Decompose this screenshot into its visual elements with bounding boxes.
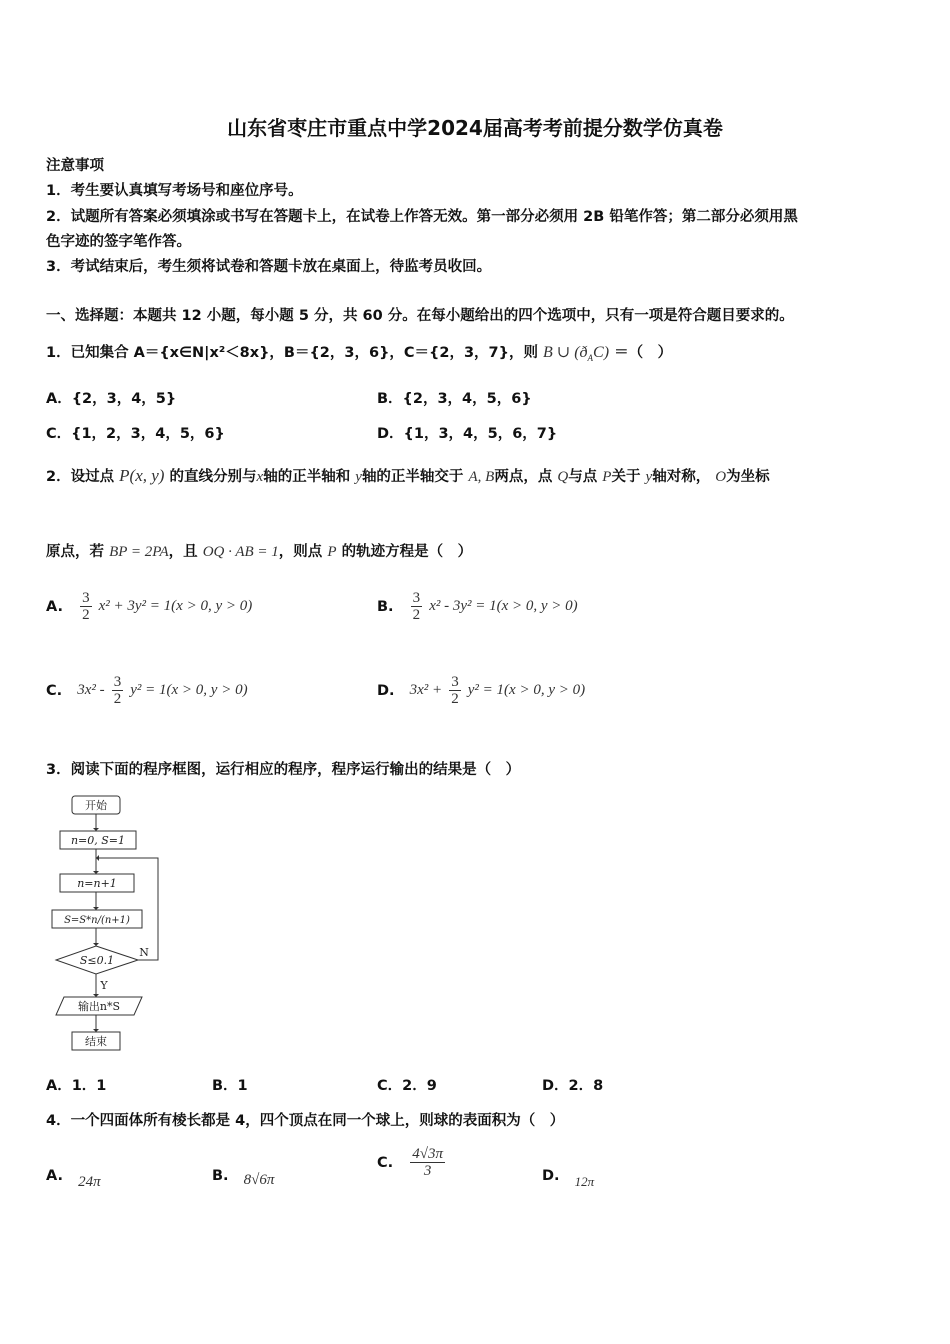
notice-item: 色字迹的签字笔作答。 <box>46 234 191 250</box>
flow-init: n=0, S=1 <box>70 834 126 847</box>
flow-update: S=S*n/(n+1) <box>64 915 130 926</box>
q1-option-c: C．{1，2，3，4，5，6} <box>46 426 225 442</box>
flow-inc: n=n+1 <box>77 877 117 890</box>
frac-num: 3 <box>412 590 421 606</box>
q3-option-d: D．2．8 <box>542 1078 604 1094</box>
frac-den: 2 <box>451 691 459 707</box>
flowchart <box>48 793 178 1058</box>
question-2 <box>46 465 770 486</box>
flow-end: 结束 <box>85 1035 107 1048</box>
q2-var: x <box>256 469 264 485</box>
frac-num: 3 <box>82 590 90 606</box>
q2-text: 两点，点 <box>494 469 553 485</box>
flow-cond: S≤0.1 <box>79 954 115 967</box>
q3-option-c: C．2．9 <box>377 1078 437 1094</box>
q2-var: P <box>602 469 612 485</box>
option-label: B. <box>212 1168 229 1184</box>
q4-b-value: 8√6π <box>243 1172 275 1188</box>
q1-end: ＝（ ） <box>614 345 673 361</box>
q2-text: 的轨迹方程是（ ） <box>341 544 473 560</box>
frac-den: 2 <box>82 607 90 623</box>
q2-c-expr: y² = 1(x > 0, y > 0) <box>130 682 248 698</box>
q2-text: 原点，若 <box>46 544 104 560</box>
q2-a-expr: x² + 3y² = 1(x > 0, y > 0) <box>98 598 253 614</box>
q4-stem: 4．一个四面体所有棱长都是 4，四个顶点在同一个球上，则球的表面积为（ ） <box>46 1113 565 1129</box>
q1-option-b: B．{2，3，4，5，6} <box>377 391 532 407</box>
q1-stem: 1．已知集合 A＝{x∈N|x²＜8x}，B＝{2，3，6}，C＝{2，3，7}，则 <box>46 345 538 361</box>
q1-expr: B ∪ $(ð_AC)$ <box>543 344 610 364</box>
option-label: D. <box>542 1168 560 1184</box>
q4-option-d <box>542 1168 595 1189</box>
q2-var: y <box>355 469 362 485</box>
q1-option-d: D．{1，3，4，5，6，7} <box>377 426 558 442</box>
q2-var: Q <box>557 469 569 485</box>
q2-b-expr: x² - 3y² = 1(x > 0, y > 0) <box>429 598 578 614</box>
q4-option-c <box>377 1146 447 1179</box>
option-label: A. <box>46 1168 63 1184</box>
q2-option-a <box>46 590 252 623</box>
q2-d-pre: 3x² + <box>409 682 443 698</box>
q2-option-c <box>46 674 248 707</box>
option-label: B. <box>377 598 394 615</box>
option-label: A. <box>46 598 63 615</box>
q2-text: 2．设过点 <box>46 469 115 485</box>
q1-option-a: A．{2，3，4，5} <box>46 391 177 407</box>
q2-option-b <box>377 590 578 623</box>
frac-den: 3 <box>423 1163 432 1179</box>
q2-var: A, B <box>468 469 495 485</box>
question-2-line2 <box>46 540 472 561</box>
q2-text: 关于 <box>611 469 641 485</box>
q2-text: 轴的正半轴交于 <box>361 469 464 485</box>
q2-text: ，则点 <box>278 544 323 560</box>
section-heading: 一、选择题：本题共 12 小题，每小题 5 分，共 60 分。在每小题给出的四个选项中，只有一项是符合题目要求的。 <box>46 308 794 324</box>
frac-num: 4√3π <box>412 1146 443 1162</box>
option-label: D. <box>377 682 395 699</box>
flow-start: 开始 <box>85 799 107 812</box>
option-label: C. <box>46 682 63 699</box>
q3-option-a: A．1．1 <box>46 1078 107 1094</box>
q2-var: P <box>327 544 337 560</box>
flow-output: 输出n*S <box>77 1000 121 1013</box>
q2-c-pre: 3x² - <box>77 682 105 698</box>
q2-text: ，且 <box>168 544 198 560</box>
q3-option-b: B．1 <box>212 1078 248 1094</box>
notice-item: 3．考试结束后，考生须将试卷和答题卡放在桌面上，待监考员收回。 <box>46 259 492 275</box>
notice-heading: 注意事项 <box>46 158 104 174</box>
q2-var: y <box>645 469 653 485</box>
q2-text: 的直线分别与 <box>169 469 257 485</box>
page-title: 山东省枣庄市重点中学2024届高考考前提分数学仿真卷 <box>227 116 723 140</box>
q4-d-value: 12π <box>574 1174 595 1189</box>
q2-text: 与点 <box>568 469 598 485</box>
q2-point: P(x, y) <box>119 466 165 485</box>
q2-text: 为坐标 <box>726 469 770 485</box>
q3-stem: 3．阅读下面的程序框图，运行相应的程序，程序运行输出的结果是（ ） <box>46 762 521 778</box>
q2-var: O <box>715 469 727 485</box>
question-1 <box>46 341 672 363</box>
flow-yes-label: Y <box>100 979 108 992</box>
flow-no-label: N <box>139 946 149 959</box>
frac-num: 3 <box>113 674 122 690</box>
q2-option-d <box>377 674 585 707</box>
q4-option-b <box>212 1168 275 1188</box>
notice-item: 1．考生要认真填写考场号和座位序号。 <box>46 183 303 199</box>
q4-a-value: 24π <box>78 1174 101 1190</box>
q2-vector-eq: BP = 2PA <box>109 544 169 560</box>
q2-dot-eq: OQ · AB = 1 <box>202 544 279 560</box>
frac-num: 3 <box>451 674 459 690</box>
option-label: C. <box>377 1154 394 1171</box>
q4-option-a <box>46 1168 101 1190</box>
q2-text: 轴对称， <box>652 469 711 485</box>
frac-den: 2 <box>412 607 421 623</box>
q2-d-expr: y² = 1(x > 0, y > 0) <box>467 682 586 698</box>
q2-text: 轴的正半轴和 <box>263 469 351 485</box>
frac-den: 2 <box>113 691 122 707</box>
notice-item: 2．试题所有答案必须填涂或书写在答题卡上，在试卷上作答无效。第一部分必须用 2B 铅笔作答；第二部分必须用黑 <box>46 209 798 225</box>
